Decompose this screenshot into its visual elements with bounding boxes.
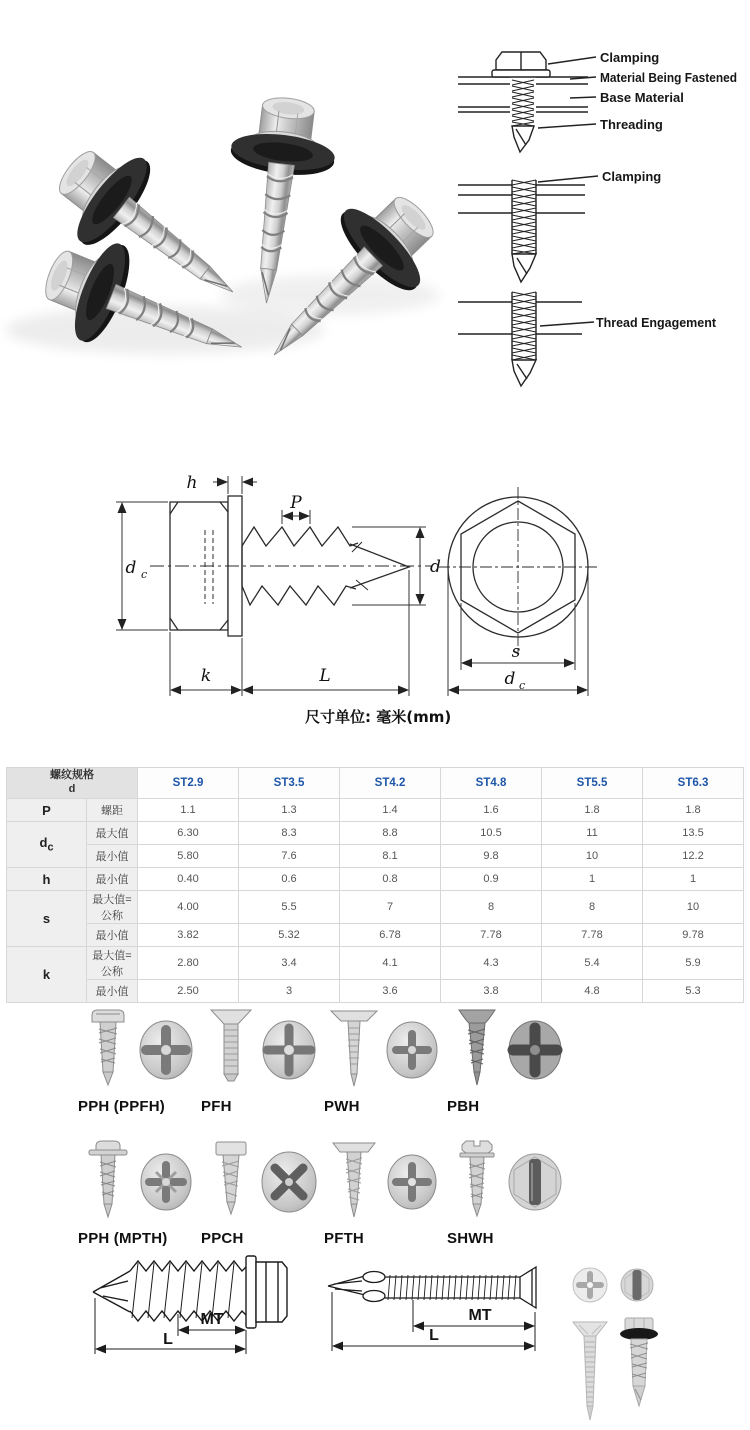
table-row-k-min xyxy=(7,980,744,1003)
value-cell: 1 xyxy=(643,868,744,891)
value-cell: 3.8 xyxy=(441,980,542,1003)
bugle-head-screw-icon xyxy=(447,1008,565,1092)
value-cell: 1.8 xyxy=(542,799,643,822)
value-cell: 10.5 xyxy=(441,822,542,845)
param-cell: k xyxy=(7,947,87,1003)
value-cell: 5.9 xyxy=(643,947,744,980)
value-cell: 12.2 xyxy=(643,845,744,868)
hex-mt-label: MT xyxy=(200,1311,224,1328)
param-cell: P xyxy=(7,799,87,822)
spec-cell: 最小值 xyxy=(87,845,138,868)
spec-cell: 螺距 xyxy=(87,799,138,822)
value-cell: 8.8 xyxy=(340,822,441,845)
dim-label-l: L xyxy=(319,666,331,686)
value-cell: 5.80 xyxy=(138,845,239,868)
head-type-item-pfth xyxy=(324,1140,447,1247)
value-cell: 8 xyxy=(542,891,643,924)
value-cell: 1.8 xyxy=(643,799,744,822)
head-types-row1 xyxy=(78,1008,618,1115)
spec-cell: 最大值=公称 xyxy=(87,891,138,924)
spec-cell: 最大值 xyxy=(87,822,138,845)
value-cell: 4.3 xyxy=(441,947,542,980)
dimension-drawing xyxy=(0,440,750,740)
value-cell: 13.5 xyxy=(643,822,744,845)
pan-head-screw-icon xyxy=(78,1008,196,1092)
value-cell: 0.40 xyxy=(138,868,239,891)
head-type-label: PPCH xyxy=(201,1230,244,1247)
size-header-st5-5: ST5.5 xyxy=(542,768,643,799)
value-cell: 2.50 xyxy=(138,980,239,1003)
value-cell: 3.82 xyxy=(138,924,239,947)
param-cell: $d_c$ xyxy=(7,822,87,868)
anatomy-label-clamping-top: Clamping xyxy=(600,50,660,65)
value-cell: 4.00 xyxy=(138,891,239,924)
head-type-label: PFTH xyxy=(324,1230,364,1247)
value-cell: 0.8 xyxy=(340,868,441,891)
anatomy-label-material-being-fastened: Material Being Fastened xyxy=(600,70,738,85)
spec-table-header-row xyxy=(7,768,744,799)
value-cell: 5.3 xyxy=(643,980,744,1003)
corner-header xyxy=(7,768,138,799)
value-cell: 0.9 xyxy=(441,868,542,891)
head-type-item-pph-mpth xyxy=(78,1140,201,1247)
head-type-label: PBH xyxy=(447,1098,480,1115)
head-type-label: PFH xyxy=(201,1098,232,1115)
value-cell: 11 xyxy=(542,822,643,845)
spec-cell: 最大值=公称 xyxy=(87,947,138,980)
corner-header-line1: 螺纹规格 xyxy=(50,769,94,782)
table-row-s-min xyxy=(7,924,744,947)
dim-label-d: d xyxy=(430,557,441,577)
value-cell: 3.6 xyxy=(340,980,441,1003)
value-cell: 1.3 xyxy=(239,799,340,822)
value-cell: 4.1 xyxy=(340,947,441,980)
value-cell: 1.1 xyxy=(138,799,239,822)
value-cell: 10 xyxy=(643,891,744,924)
value-cell: 7.78 xyxy=(441,924,542,947)
head-type-item-pwh xyxy=(324,1008,447,1115)
value-cell: 8.1 xyxy=(340,845,441,868)
flat-truss-head-screw-icon xyxy=(324,1140,442,1224)
spec-cell: 最小值 xyxy=(87,924,138,947)
dim-label-s: s xyxy=(511,642,521,662)
head-type-item-pph-ppfh xyxy=(78,1008,201,1115)
dim-label-p: P xyxy=(290,493,302,513)
table-row-dc-min xyxy=(7,845,744,868)
head-type-item-pbh xyxy=(447,1008,570,1115)
product-thumbs xyxy=(555,1248,750,1430)
head-type-item-pfh xyxy=(201,1008,324,1115)
anatomy-label-thread-engagement: Thread Engagement xyxy=(596,315,717,330)
value-cell: 3.4 xyxy=(239,947,340,980)
value-cell: 6.30 xyxy=(138,822,239,845)
dim-label-k: k xyxy=(200,666,212,686)
value-cell: 7.78 xyxy=(542,924,643,947)
value-cell: 6.78 xyxy=(340,924,441,947)
value-cell: 10 xyxy=(542,845,643,868)
wing-screw-length-drawing xyxy=(320,1248,560,1368)
table-row-dc-max xyxy=(7,822,744,845)
value-cell: 4.8 xyxy=(542,980,643,1003)
hex-l-label: L xyxy=(163,1331,173,1348)
anatomy-label-threading: Threading xyxy=(600,117,663,132)
value-cell: 5.4 xyxy=(542,947,643,980)
head-types-row2 xyxy=(78,1140,618,1247)
product-photo xyxy=(0,40,450,400)
spec-table xyxy=(6,767,744,1003)
head-type-item-ppch xyxy=(201,1140,324,1247)
unit-caption: 尺寸单位: 毫米(mm) xyxy=(305,708,452,726)
dim-label-dc-bottom-sub: c xyxy=(519,679,526,692)
anatomy-label-clamping-mid: Clamping xyxy=(602,169,662,184)
size-header-st4-8: ST4.8 xyxy=(441,768,542,799)
size-header-st6-3: ST6.3 xyxy=(643,768,744,799)
table-row-h xyxy=(7,868,744,891)
value-cell: 7.6 xyxy=(239,845,340,868)
slotted-hex-washer-head-screw-icon xyxy=(447,1140,565,1224)
head-type-label: PPH (PPFH) xyxy=(78,1098,166,1115)
size-header-st3-5: ST3.5 xyxy=(239,768,340,799)
param-cell: h xyxy=(7,868,87,891)
head-type-label: PWH xyxy=(324,1098,360,1115)
table-row-s-max xyxy=(7,891,744,924)
param-cell: s xyxy=(7,891,87,947)
wafer-head-screw-icon xyxy=(324,1008,442,1092)
dim-label-dc-left-sub: c xyxy=(141,568,148,581)
table-row-p xyxy=(7,799,744,822)
value-cell: 7 xyxy=(340,891,441,924)
value-cell: 1 xyxy=(542,868,643,891)
value-cell: 8.3 xyxy=(239,822,340,845)
dim-label-h: h xyxy=(186,473,198,493)
corner-header-line2: d xyxy=(68,783,76,795)
pan-flange-head-screw-icon xyxy=(78,1140,196,1224)
wing-screw-thumb xyxy=(573,1322,607,1420)
size-header-st2-9: ST2.9 xyxy=(138,768,239,799)
value-cell: 5.32 xyxy=(239,924,340,947)
value-cell: 2.80 xyxy=(138,947,239,980)
head-type-label: PPH (MPTH) xyxy=(78,1230,168,1247)
value-cell: 3 xyxy=(239,980,340,1003)
value-cell: 1.6 xyxy=(441,799,542,822)
value-cell: 9.8 xyxy=(441,845,542,868)
value-cell: 9.78 xyxy=(643,924,744,947)
anatomy-diagram xyxy=(450,30,750,420)
head-type-item-shwh xyxy=(447,1140,570,1247)
dim-label-dc-left: d xyxy=(125,558,137,578)
value-cell: 1.4 xyxy=(340,799,441,822)
value-cell: 5.5 xyxy=(239,891,340,924)
cheese-head-screw-icon xyxy=(201,1140,319,1224)
wing-mt-label: MT xyxy=(468,1307,492,1324)
anatomy-label-base-material: Base Material xyxy=(600,90,684,105)
value-cell: 8 xyxy=(441,891,542,924)
table-row-k-max xyxy=(7,947,744,980)
value-cell: 0.6 xyxy=(239,868,340,891)
flat-head-screw-icon xyxy=(201,1008,319,1092)
spec-cell: 最小值 xyxy=(87,868,138,891)
size-header-st4-2: ST4.2 xyxy=(340,768,441,799)
spec-cell: 最小值 xyxy=(87,980,138,1003)
hex-washer-screw-thumb xyxy=(620,1318,658,1406)
wing-l-label: L xyxy=(429,1327,439,1344)
hex-screw-length-drawing xyxy=(60,1248,330,1368)
dim-label-dc-bottom: d xyxy=(504,669,516,689)
head-type-label: SHWH xyxy=(447,1230,494,1247)
